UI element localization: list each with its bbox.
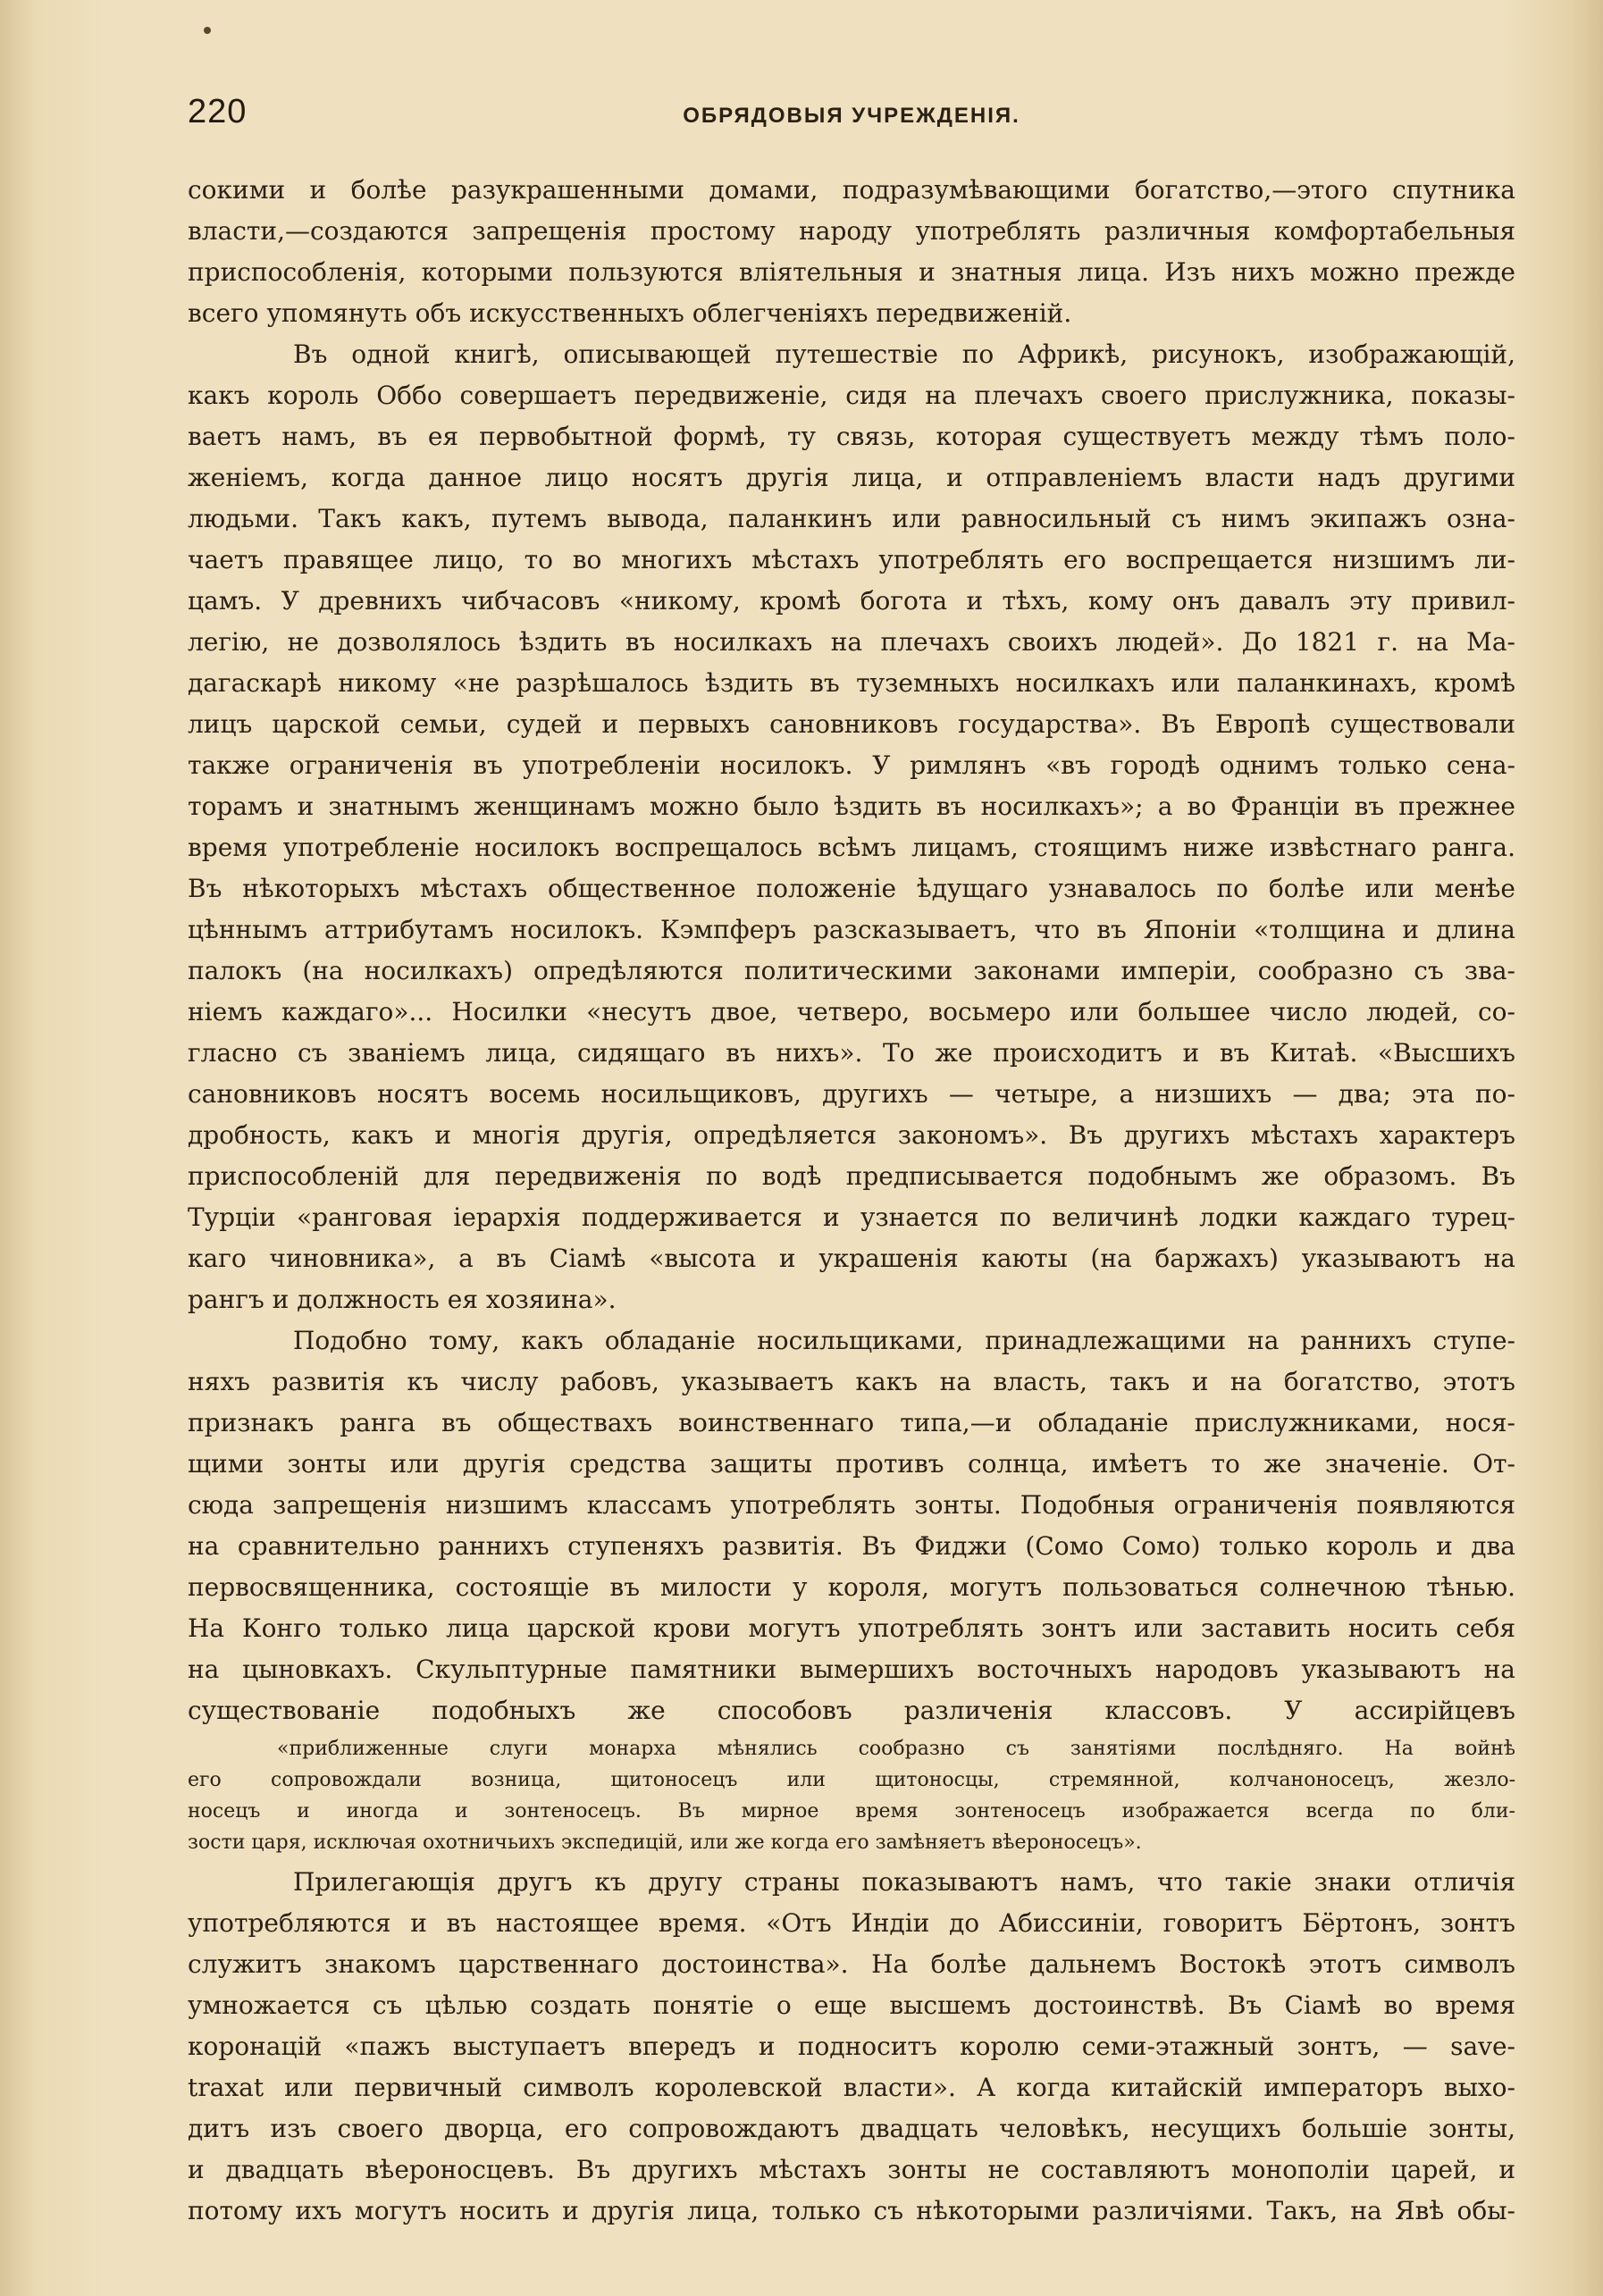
text-line: существованіе подобныхъ же способовъ различенія классовъ. У ассирійцевъ (188, 1696, 1515, 1725)
text-line: умножается съ цѣлью создать понятіе о еще высшемъ достоинствѣ. Въ Сіамѣ во время (188, 1990, 1515, 2020)
paragraph (188, 334, 1515, 1320)
text-line: ніемъ каждаго»... Носилки «несутъ двое, четверо, восьмеро или большее число людей, со- (188, 997, 1515, 1026)
text-line: женіемъ, когда данное лицо носятъ другія лица, и отправленіемъ власти надъ другими (188, 463, 1515, 492)
text-line: няхъ развитія къ числу рабовъ, указываетъ какъ на власть, такъ и на богатство, этотъ (188, 1367, 1515, 1396)
text-line: чаетъ правящее лицо, то во многихъ мѣстахъ употреблять его воспрещается низшимъ ли- (188, 545, 1515, 574)
text-line: traxat или первичный символъ королевской власти». А когда китайскій императоръ выхо- (188, 2073, 1515, 2102)
text-line: сюда запрещенія низшимъ классамъ употреблять зонты. Подобныя ограниченія появляются (188, 1490, 1515, 1520)
text-line: приспособленій для передвиженія по водѣ предписывается подобнымъ же образомъ. Въ (188, 1161, 1515, 1191)
text-line: дагаскарѣ никому «не разрѣшалось ѣздить въ туземныхъ носилкахъ или паланкинахъ, кромѣ (188, 668, 1515, 698)
text-line: дитъ изъ своего дворца, его сопровождаютъ двадцать человѣкъ, несущихъ большіе зонты, (188, 2114, 1515, 2143)
paragraph (188, 1320, 1515, 1731)
text-line: время употребленіе носилокъ воспрещалось всѣмъ лицамъ, стоящимъ ниже извѣстнаго ранга. (188, 833, 1515, 862)
text-line: потому ихъ могутъ носить и другія лица, только съ нѣкоторыми различіями. Такъ, на Явѣ обы- (188, 2196, 1515, 2225)
text-line: легію, не дозволялось ѣздить въ носилкахъ на плечахъ своихъ людей». До 1821 г. на Ма- (188, 627, 1515, 657)
text-line: коронацій «пажъ выступаетъ впередъ и подноситъ королю семи-этажный зонтъ, — save- (188, 2032, 1515, 2061)
text-line: и двадцать вѣероносцевъ. Въ другихъ мѣстахъ зонты не составляютъ монополіи царей, и (188, 2155, 1515, 2184)
text-line: всего упомянуть объ искусственныхъ облегченіяхъ передвиженій. (188, 298, 1072, 328)
quote-line: «приближенные слуги монарха мѣнялись сообразно съ занятіями послѣдняго. На войнѣ (277, 1738, 1515, 1760)
text-line: щими зонты или другія средства защиты противъ солнца, имѣетъ то же значеніе. От- (188, 1449, 1515, 1479)
text-line: власти,—создаются запрещенія простому народу употреблять различныя комфортабельныя (188, 216, 1515, 246)
text-line: лицъ царской семьи, судей и первыхъ сановниковъ государства». Въ Европѣ существовали (188, 709, 1515, 739)
text-line: какъ король Оббо совершаетъ передвиженіе, сидя на плечахъ своего прислужника, показы- (188, 381, 1515, 410)
text-line: людьми. Такъ какъ, путемъ вывода, паланкинъ или равносильный съ нимъ экипажъ озна- (188, 504, 1515, 533)
text-line: первосвященника, состоящіе въ милости у короля, могутъ пользоваться солнечною тѣнью. (188, 1572, 1515, 1602)
running-title: ОБРЯДОВЫЯ УЧРЕЖДЕНІЯ. (683, 104, 1020, 128)
text-line: Подобно тому, какъ обладаніе носильщиками, принадлежащими на раннихъ ступе- (293, 1326, 1515, 1355)
body-text (188, 170, 1515, 2232)
text-line: также ограниченія въ употребленіи носилокъ. У римлянъ «въ городѣ однимъ только сена- (188, 750, 1515, 780)
text-line: Въ нѣкоторыхъ мѣстахъ общественное положеніе ѣдущаго узнавалось по болѣе или менѣе (188, 874, 1515, 903)
text-line: приспособленія, которыми пользуются вліятельныя и знатныя лица. Изъ нихъ можно прежде (188, 257, 1515, 287)
text-line: употребляются и въ настоящее время. «Отъ Индіи до Абиссиніи, говоритъ Бёртонъ, зонтъ (188, 1908, 1515, 1938)
text-line: на сравнительно раннихъ ступеняхъ развитія. Въ Фиджи (Сомо Сомо) только король и два (188, 1531, 1515, 1561)
page-header (188, 93, 1515, 138)
text-line: На Конго только лица царской крови могутъ употреблять зонтъ или заставить носить себя (188, 1613, 1515, 1643)
text-line: рангъ и должность ея хозяина». (188, 1285, 617, 1314)
text-line: Турціи «ранговая іерархія поддерживается и узнается по величинѣ лодки каждаго турец- (188, 1202, 1515, 1232)
text-line: на цыновкахъ. Скульптурные памятники вымершихъ восточныхъ народовъ указываютъ на (188, 1655, 1515, 1684)
text-line: палокъ (на носилкахъ) опредѣляются политическими законами имперіи, сообразно съ зва- (188, 956, 1515, 985)
text-line: признакъ ранга въ обществахъ воинственнаго типа,—и обладаніе прислужниками, нося- (188, 1408, 1515, 1437)
text-line: дробность, какъ и многія другія, опредѣляется закономъ». Въ другихъ мѣстахъ характеръ (188, 1120, 1515, 1150)
quote-line: носецъ и иногда и зонтеносецъ. Въ мирное время зонтеносецъ изображается всегда по бли- (188, 1800, 1515, 1823)
text-line: Въ одной книгѣ, описывающей путешествіе по Африкѣ, рисунокъ, изображающій, (293, 339, 1515, 369)
text-line: гласно съ званіемъ лица, сидящаго въ нихъ». То же происходитъ и въ Китаѣ. «Высшихъ (188, 1038, 1515, 1068)
text-line: цамъ. У древнихъ чибчасовъ «никому, кромѣ богота и тѣхъ, кому онъ давалъ эту привил- (188, 586, 1515, 616)
text-line: сановниковъ носятъ восемь носильщиковъ, другихъ — четыре, а низшихъ — два; эта по- (188, 1079, 1515, 1109)
paragraph (188, 1862, 1515, 2232)
text-line: ваетъ намъ, въ ея первобытной формѣ, ту связь, которая существуетъ между тѣмъ поло- (188, 422, 1515, 451)
quote-line: его сопровождали возница, щитоносецъ или щитоносцы, стремянной, колчаноносецъ, жезло- (188, 1769, 1515, 1791)
text-line: цѣннымъ аттрибутамъ носилокъ. Кэмпферъ разсказываетъ, что въ Японіи «толщина и длина (188, 915, 1515, 944)
paragraph (188, 170, 1515, 334)
text-line: сокими и болѣе разукрашенными домами, подразумѣвающими богатство,—этого спутника (188, 175, 1515, 205)
text-line: служитъ знакомъ царственнаго достоинства». На болѣе дальнемъ Востокѣ этотъ символъ (188, 1949, 1515, 1979)
ink-speck (204, 27, 211, 34)
text-line: Прилегающія другъ къ другу страны показываютъ намъ, что такіе знаки отличія (293, 1867, 1515, 1897)
text-line: торамъ и знатнымъ женщинамъ можно было ѣздить въ носилкахъ»; а во Франціи въ прежнее (188, 792, 1515, 821)
text-line: каго чиновника», а въ Сіамѣ «высота и украшенія каюты (на баржахъ) указываютъ на (188, 1244, 1515, 1273)
quote-line: зости царя, исключая охотничьихъ экспедицій, или же когда его замѣняетъ вѣероносецъ». (188, 1831, 1142, 1854)
block-quote (188, 1733, 1515, 1858)
page-number: 220 (188, 93, 248, 130)
